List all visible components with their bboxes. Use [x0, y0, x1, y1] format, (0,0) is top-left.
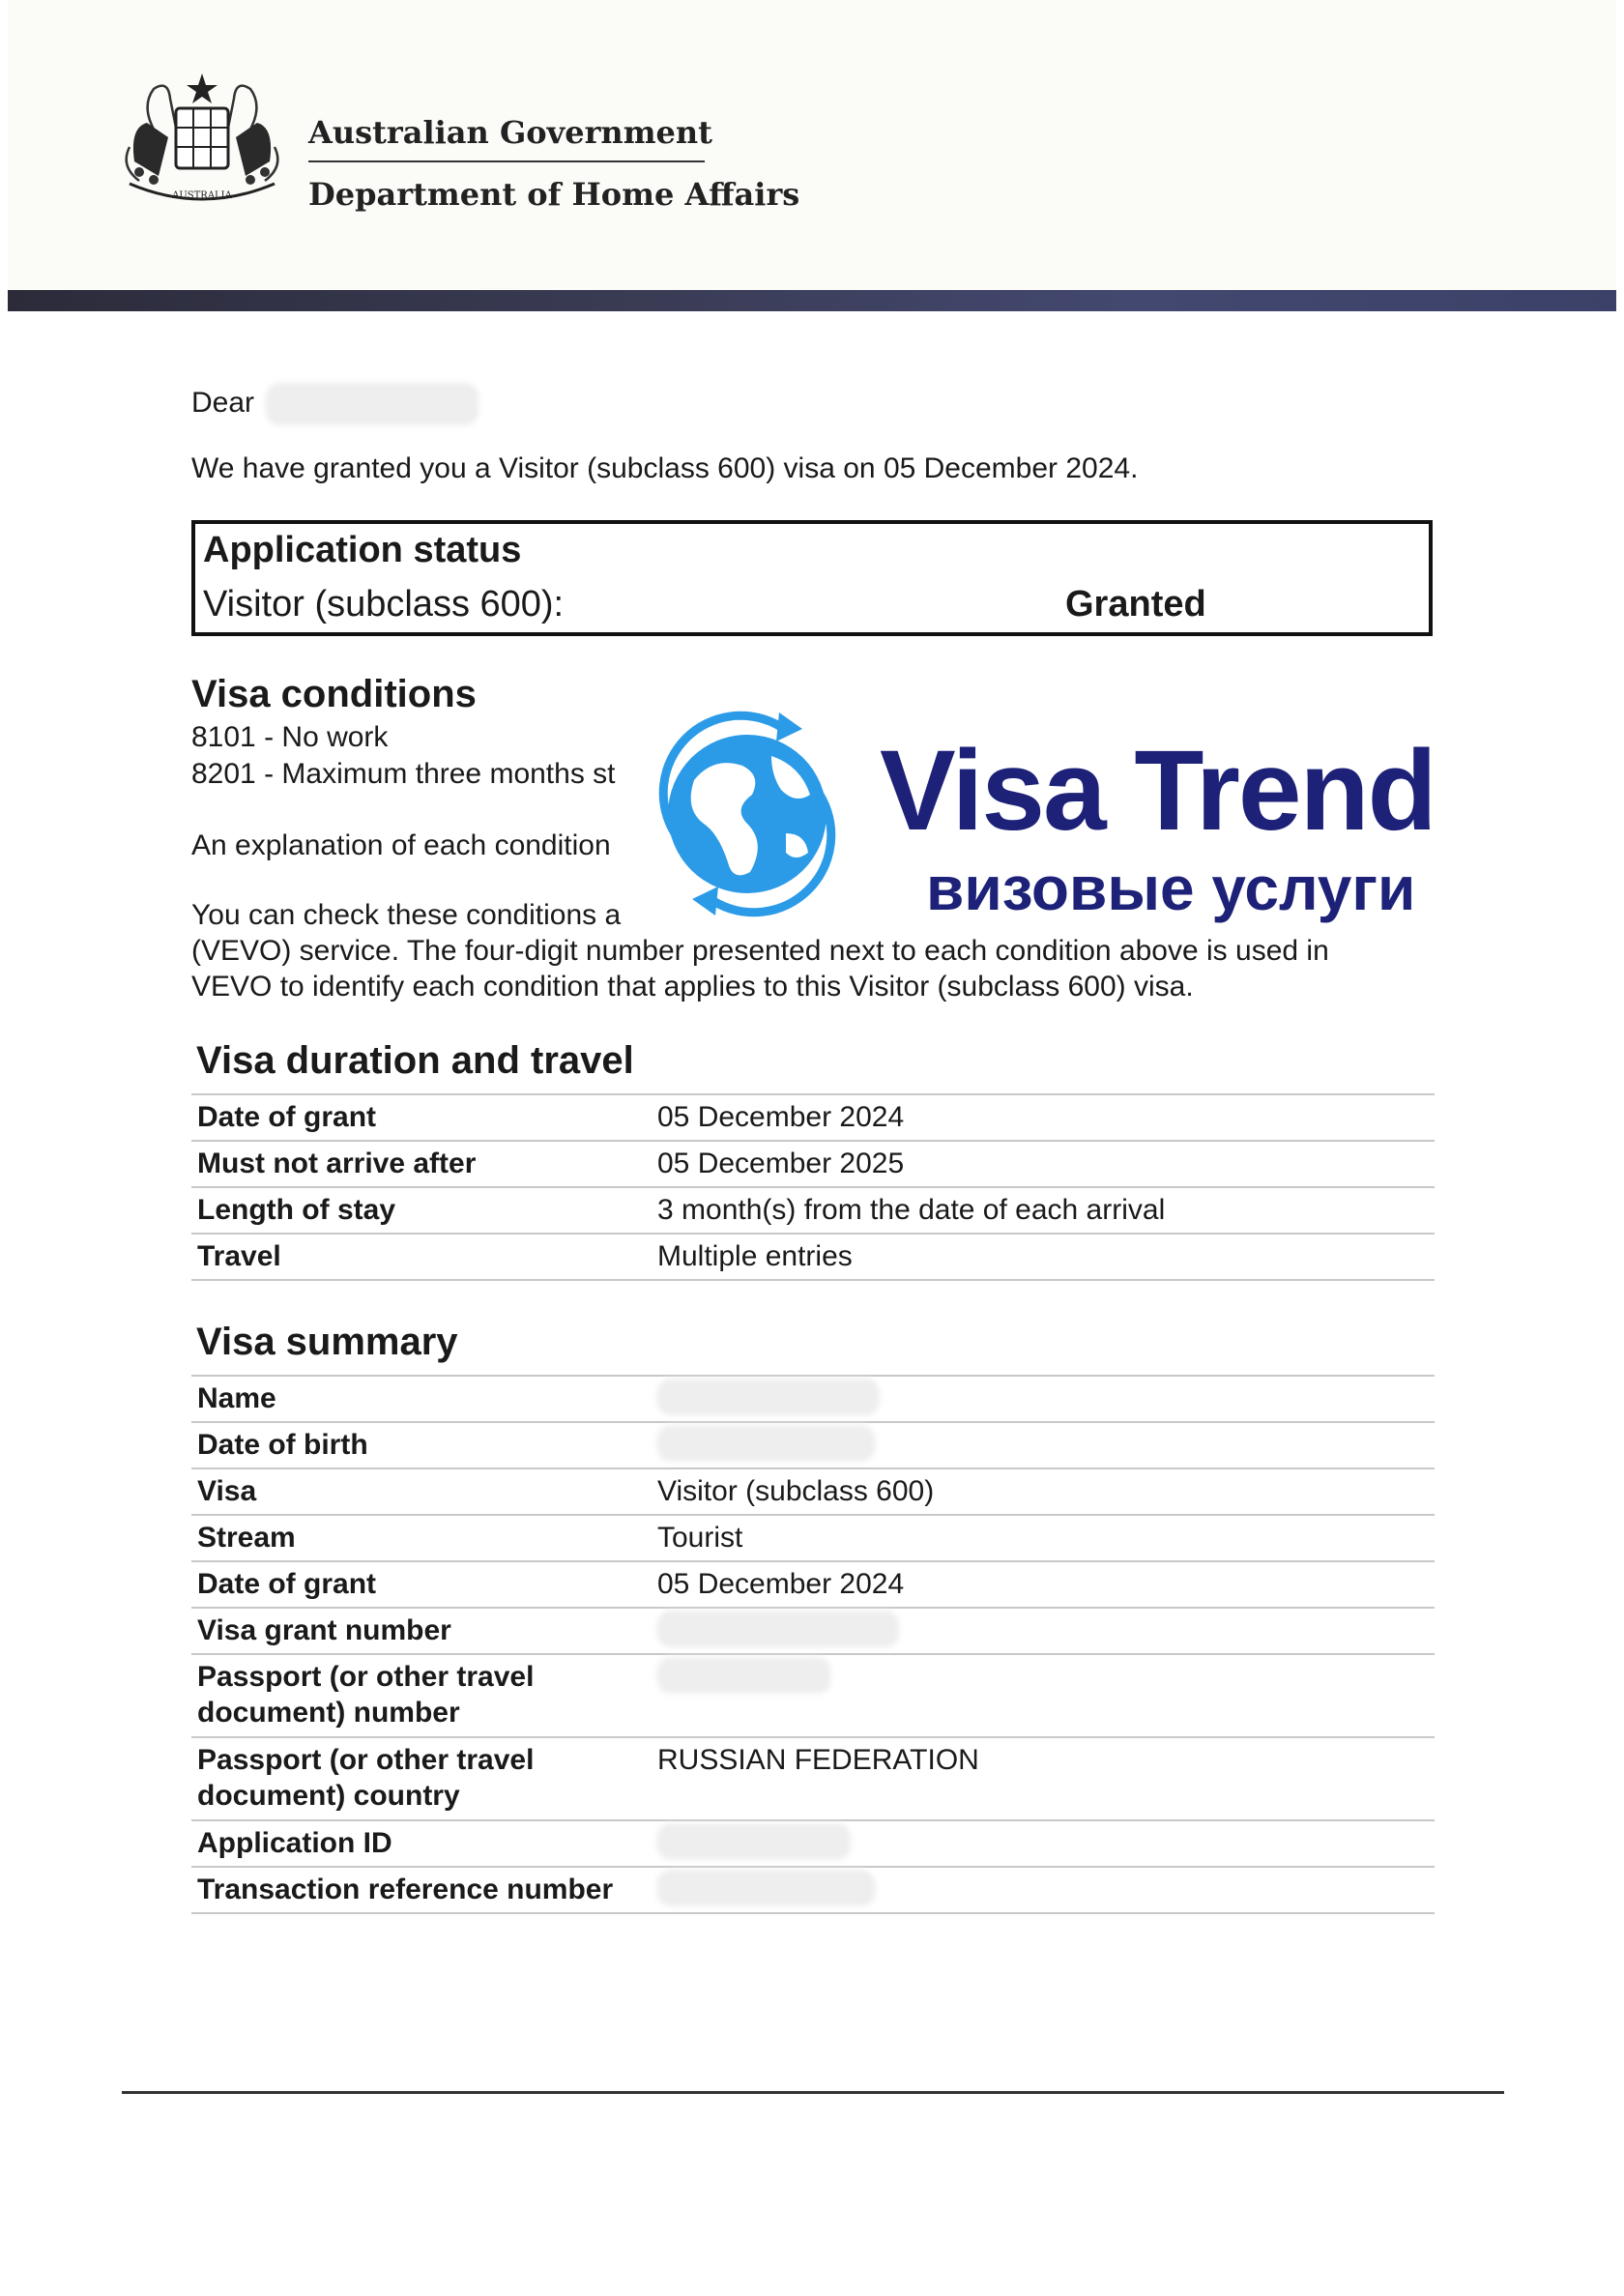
row-label: Date of grant — [197, 1101, 377, 1133]
coat-of-arms-icon — [101, 70, 304, 215]
row-label: Passport (or other travel document) number — [197, 1661, 535, 1729]
footer-divider — [122, 2091, 1504, 2094]
row-label: Travel — [197, 1240, 281, 1272]
row-value: 05 December 2024 — [657, 1568, 905, 1600]
redacted-value — [657, 1823, 851, 1860]
status-label: Visitor (subclass 600): — [203, 584, 565, 625]
duration-table — [191, 1093, 1435, 1281]
summary-table — [191, 1375, 1435, 1914]
row-value: Visitor (subclass 600) — [657, 1475, 935, 1507]
row-label: Stream — [197, 1522, 296, 1554]
table-row — [191, 1423, 1435, 1469]
row-label: Passport (or other travel document) country — [197, 1744, 535, 1812]
table-row — [191, 1655, 1435, 1738]
table-row — [191, 1609, 1435, 1655]
table-row — [191, 1469, 1435, 1516]
table-row — [191, 1235, 1435, 1281]
table-row — [191, 1868, 1435, 1914]
table-row — [191, 1142, 1435, 1188]
conditions-check-line: (VEVO) service. The four-digit number presented next to each condition above is used in — [191, 935, 1329, 967]
row-label: Length of stay — [197, 1194, 396, 1226]
government-title: Australian Government — [308, 114, 712, 151]
row-value — [657, 1613, 899, 1656]
conditions-explanation: An explanation of each condition — [191, 829, 611, 861]
row-value — [657, 1825, 851, 1869]
table-row — [191, 1738, 1435, 1821]
redacted-value — [657, 1870, 875, 1906]
salutation: Dear — [191, 383, 478, 425]
table-row — [191, 1516, 1435, 1562]
row-label: Application ID — [197, 1827, 392, 1859]
redacted-value — [657, 1379, 880, 1415]
status-value: Granted — [1065, 584, 1206, 625]
watermark-brand: Visa Trend — [880, 727, 1436, 855]
row-label: Visa — [197, 1475, 257, 1507]
condition-item: 8101 - No work — [191, 721, 389, 753]
row-value — [657, 1427, 875, 1470]
row-label: Date of grant — [197, 1568, 377, 1600]
duration-heading: Visa duration and travel — [196, 1039, 634, 1082]
table-row — [191, 1821, 1435, 1868]
watermark-tagline: визовые услуги — [926, 854, 1416, 923]
svg-text:AUSTRALIA: AUSTRALIA — [172, 190, 232, 201]
row-label: Transaction reference number — [197, 1874, 614, 1905]
globe-icon — [636, 688, 858, 940]
row-value: RUSSIAN FEDERATION — [657, 1744, 979, 1776]
row-value — [657, 1659, 831, 1702]
row-label: Must not arrive after — [197, 1148, 477, 1179]
row-value: 05 December 2025 — [657, 1148, 905, 1179]
grant-sentence: We have granted you a Visitor (subclass 600) visa on 05 December 2024. — [191, 452, 1139, 484]
redacted-value — [657, 1611, 899, 1647]
row-value: 05 December 2024 — [657, 1101, 905, 1133]
table-row — [191, 1095, 1435, 1142]
row-value: 3 month(s) from the date of each arrival — [657, 1194, 1166, 1226]
row-label: Name — [197, 1382, 276, 1414]
visa-trend-watermark — [626, 688, 1487, 949]
redacted-name — [266, 383, 478, 425]
row-value: Multiple entries — [657, 1240, 853, 1272]
conditions-heading: Visa conditions — [191, 673, 477, 715]
redacted-value — [657, 1425, 875, 1462]
application-status-box — [191, 520, 1433, 636]
header-band — [8, 290, 1616, 311]
summary-heading: Visa summary — [196, 1321, 458, 1363]
redacted-value — [657, 1657, 831, 1694]
table-row — [191, 1562, 1435, 1609]
table-row — [191, 1377, 1435, 1423]
row-label: Date of birth — [197, 1429, 368, 1461]
department-title: Department of Home Affairs — [308, 176, 800, 213]
conditions-check-line: You can check these conditions a — [191, 899, 622, 931]
conditions-check-line: VEVO to identify each condition that applies to this Visitor (subclass 600) visa. — [191, 971, 1194, 1003]
letterhead — [8, 0, 1616, 290]
row-label: Visa grant number — [197, 1614, 451, 1646]
row-value: Tourist — [657, 1522, 743, 1554]
row-value — [657, 1381, 880, 1424]
condition-item: 8201 - Maximum three months st — [191, 758, 616, 790]
status-title: Application status — [203, 530, 522, 570]
row-value — [657, 1872, 875, 1915]
header-divider — [308, 160, 705, 162]
table-row — [191, 1188, 1435, 1235]
